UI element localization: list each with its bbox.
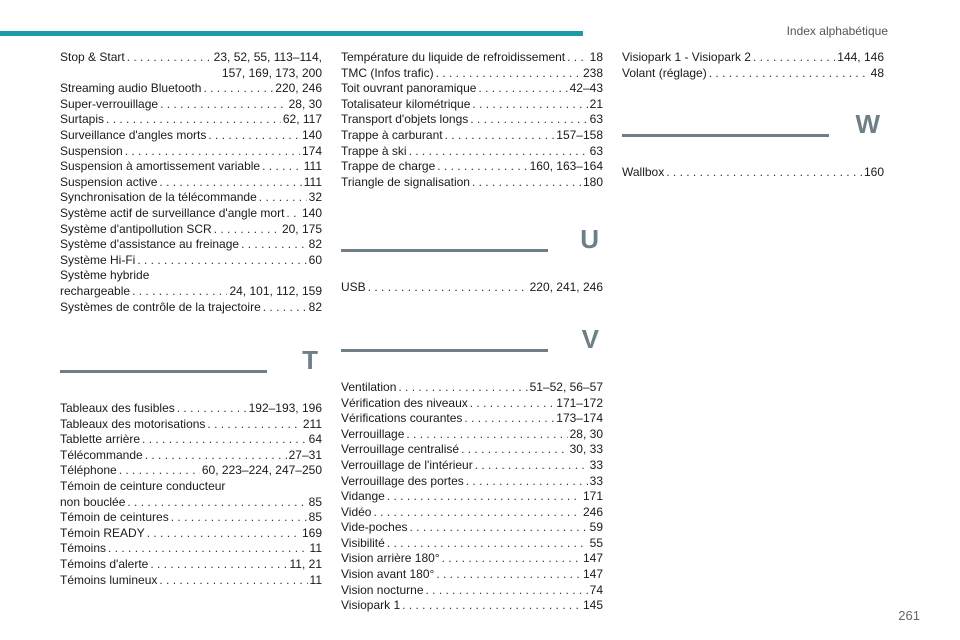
index-pages: 85 (308, 494, 322, 509)
index-entry-lead: Système hybride (60, 268, 150, 283)
index-term: Tablette arrière (60, 432, 141, 447)
section-rule (341, 249, 548, 252)
dot-leader (478, 81, 567, 97)
dot-leader (159, 175, 301, 191)
index-pages: 63 (589, 112, 603, 127)
dot-leader (108, 541, 308, 557)
index-pages: 11 (309, 541, 322, 556)
dot-leader (214, 222, 280, 238)
index-pages: 48 (870, 65, 884, 80)
index-pages: 42–43 (569, 81, 603, 96)
index-pages: 147 (582, 567, 603, 582)
section-divider-t (60, 341, 322, 401)
section-letter: W (855, 109, 880, 140)
index-pages: 64 (308, 432, 322, 447)
index-pages: 145 (582, 598, 603, 613)
index-term: Trappe à carburant (341, 127, 443, 142)
index-entry (60, 50, 322, 66)
dot-leader (402, 598, 581, 614)
index-entry (60, 541, 322, 557)
index-term: Vidéo (341, 504, 372, 519)
index-pages: 23, 52, 55, 113–114, (213, 50, 322, 64)
dot-leader (398, 380, 527, 396)
index-term: TMC (Infos trafic) (341, 65, 434, 80)
index-term: Témoins (60, 541, 107, 556)
index-column-1 (60, 50, 322, 588)
index-entry (341, 551, 603, 567)
section-divider-w (622, 105, 884, 165)
dot-leader (466, 474, 588, 490)
index-entry (341, 489, 603, 505)
index-entry (60, 417, 322, 433)
index-entry (60, 284, 322, 300)
index-term: Système d'assistance au freinage (60, 237, 240, 252)
index-entry (622, 66, 884, 82)
index-pages: 32 (308, 190, 322, 205)
index-entry (60, 526, 322, 542)
index-column-2 (341, 50, 603, 614)
index-term: Température du liquide de refroidissement (341, 50, 566, 64)
index-pages: 62, 117 (282, 112, 322, 127)
index-entry (341, 175, 603, 191)
index-pages: 33 (589, 457, 603, 472)
dot-leader (461, 442, 568, 458)
index-entry (341, 442, 603, 458)
index-entry (60, 159, 322, 175)
index-pages: 63 (589, 143, 603, 158)
index-pages: 220, 241, 246 (529, 280, 603, 295)
index-entry (60, 206, 322, 222)
index-entry (622, 165, 884, 181)
section-divider-v (341, 320, 603, 380)
index-term: Témoins d'alerte (60, 557, 149, 572)
dot-leader (410, 520, 588, 536)
dot-leader (207, 417, 300, 433)
entry-list (341, 50, 603, 190)
index-term: Vérifications courantes (341, 411, 463, 426)
dot-leader (436, 66, 581, 82)
index-term: Ventilation (341, 379, 397, 394)
index-term: Vision arrière 180° (341, 551, 440, 566)
index-term: Vérification des niveaux (341, 395, 468, 410)
index-pages: 51–52, 56–57 (529, 379, 603, 394)
dot-leader (470, 396, 555, 412)
index-entry (341, 427, 603, 443)
index-term: non bouclée (60, 494, 126, 509)
index-term: Téléphone (60, 463, 117, 478)
index-entry (60, 97, 322, 113)
index-entry (341, 536, 603, 552)
index-entry (341, 583, 603, 599)
dot-leader (160, 97, 287, 113)
dot-leader (437, 159, 527, 175)
dot-leader (426, 583, 588, 599)
index-term: rechargeable (60, 283, 131, 298)
index-entry (60, 557, 322, 573)
dot-leader (171, 510, 307, 526)
dot-leader (464, 411, 554, 427)
index-entry (341, 112, 603, 128)
index-term: Systèmes de contrôle de la trajectoire (60, 299, 261, 314)
index-entry (60, 81, 322, 97)
dot-leader (286, 206, 300, 222)
index-entry (60, 401, 322, 417)
index-term: Volant (réglage) (622, 65, 707, 80)
index-pages: 55 (589, 535, 603, 550)
index-term: Suspension à amortissement variable (60, 159, 261, 174)
index-term: Vision avant 180° (341, 567, 435, 582)
index-entry (341, 520, 603, 536)
index-term: Verrouillage de l'intérieur (341, 457, 473, 472)
index-term: Témoin de ceintures (60, 510, 169, 525)
index-pages: 59 (589, 520, 603, 535)
index-term: Stop & Start (60, 50, 125, 64)
dot-leader (387, 489, 581, 505)
index-pages: 211 (302, 416, 322, 431)
index-entry (341, 380, 603, 396)
index-pages: 82 (308, 299, 322, 314)
index-term: Témoins lumineux (60, 572, 158, 587)
dot-leader (208, 128, 300, 144)
index-pages: 33 (589, 473, 603, 488)
index-entry (60, 432, 322, 448)
index-entry (60, 175, 322, 191)
index-pages: 171–172 (556, 395, 603, 410)
index-pages: 30, 33 (569, 442, 603, 457)
index-pages: 21 (589, 96, 603, 111)
index-pages: 180 (582, 174, 603, 189)
index-entry (60, 128, 322, 144)
index-pages: 27–31 (288, 447, 322, 462)
dot-leader (203, 81, 273, 97)
index-entry (60, 144, 322, 160)
index-pages: 169 (301, 525, 322, 540)
dot-leader (159, 573, 307, 589)
section-rule (341, 349, 548, 352)
dot-leader (137, 253, 306, 269)
dot-leader (125, 144, 300, 160)
index-term: USB (341, 280, 366, 295)
index-term: Visiopark 1 - Visiopark 2 (622, 50, 751, 64)
index-term: Visibilité (341, 535, 385, 550)
index-pages: 174 (301, 143, 322, 158)
section-letter: U (580, 224, 599, 255)
index-pages: 192–193, 196 (248, 401, 322, 416)
dot-leader (147, 526, 300, 542)
index-entry (341, 505, 603, 521)
index-entry (341, 144, 603, 160)
dot-leader (567, 50, 588, 66)
index-entry (60, 237, 322, 253)
index-pages: 18 (589, 50, 603, 64)
dot-leader (368, 280, 528, 296)
index-entry (341, 128, 603, 144)
index-pages: 144, 146 (837, 50, 884, 64)
dot-leader (475, 458, 588, 474)
index-term: Trappe de charge (341, 159, 436, 174)
index-pages: 85 (308, 510, 322, 525)
index-pages: 11, 21 (289, 557, 322, 572)
index-pages: 238 (582, 65, 603, 80)
dot-leader (262, 159, 302, 175)
index-term: Transport d'objets longs (341, 112, 469, 127)
index-pages: 140 (301, 205, 322, 220)
page-header-title: Index alphabétique (786, 24, 888, 38)
index-term: Tableaux des fusibles (60, 401, 175, 416)
index-entry (341, 81, 603, 97)
index-entry (341, 97, 603, 113)
index-term: Système Hi-Fi (60, 252, 136, 267)
dot-leader (119, 463, 200, 479)
index-entry (60, 112, 322, 128)
entry-list (622, 165, 884, 181)
index-pages: 160 (863, 165, 884, 180)
dot-leader (259, 190, 307, 206)
dot-leader (472, 175, 581, 191)
index-term: Système actif de surveillance d'angle mort (60, 205, 285, 220)
index-pages-continued: 157, 169, 173, 200 (221, 65, 322, 80)
dot-leader (241, 237, 307, 253)
dot-leader (132, 284, 227, 300)
section-rule (60, 370, 267, 373)
dot-leader (387, 536, 588, 552)
dot-leader (470, 112, 587, 128)
index-pages: 140 (301, 127, 322, 142)
entry-list (622, 50, 884, 81)
index-term: Verrouillage centralisé (341, 442, 460, 457)
index-term: Triangle de signalisation (341, 174, 470, 189)
dot-leader (373, 505, 580, 521)
index-pages: 157–158 (556, 127, 603, 142)
index-pages: 28, 30 (569, 426, 603, 441)
index-term: Streaming audio Bluetooth (60, 81, 202, 96)
index-pages: 60, 223–224, 247–250 (201, 463, 322, 478)
dot-leader (436, 567, 581, 583)
entry-list (60, 401, 322, 588)
index-entry (341, 598, 603, 614)
index-entry (60, 222, 322, 238)
dot-leader (666, 165, 862, 181)
index-entry-lead: Témoin de ceinture conducteur (60, 479, 226, 494)
section-divider-u (341, 220, 603, 280)
dot-leader (445, 128, 555, 144)
index-entry (341, 280, 603, 296)
index-term: Vide-poches (341, 520, 408, 535)
index-term: Surveillance d'angles morts (60, 127, 207, 142)
index-pages: 171 (582, 489, 603, 504)
entry-list (341, 280, 603, 296)
dot-leader (442, 551, 581, 567)
index-term: Surtapis (60, 112, 105, 127)
dot-leader (145, 448, 287, 464)
index-term: Verrouillage des portes (341, 473, 464, 488)
index-term: Totalisateur kilométrique (341, 96, 471, 111)
index-term: Suspension (60, 143, 123, 158)
index-entry (341, 66, 603, 82)
dot-leader (150, 557, 287, 573)
index-entry (60, 495, 322, 511)
index-pages: 220, 246 (275, 81, 322, 96)
dot-leader (177, 401, 247, 417)
index-entry (341, 567, 603, 583)
index-entry (60, 253, 322, 269)
header-accent-bar (0, 31, 583, 36)
index-pages: 11 (309, 572, 322, 587)
entry-list (60, 50, 322, 315)
index-column-3 (622, 50, 884, 181)
index-pages: 74 (589, 582, 603, 597)
dot-leader (406, 427, 567, 443)
index-term: Visiopark 1 (341, 598, 401, 613)
index-entry (60, 463, 322, 479)
index-entry (60, 300, 322, 316)
dot-leader (709, 66, 869, 82)
index-term: Super-verrouillage (60, 96, 159, 111)
index-pages: 160, 163–164 (529, 159, 603, 174)
index-pages: 20, 175 (281, 221, 322, 236)
index-term: Tableaux des motorisations (60, 416, 206, 431)
index-entry (60, 448, 322, 464)
index-entry (341, 411, 603, 427)
dot-leader (409, 144, 588, 160)
index-term: Toit ouvrant panoramique (341, 81, 477, 96)
section-rule (622, 134, 829, 137)
section-letter: T (302, 345, 318, 376)
index-pages: 173–174 (556, 411, 603, 426)
index-term: Système d'antipollution SCR (60, 221, 212, 236)
index-entry (60, 573, 322, 589)
index-entry (341, 458, 603, 474)
index-entry (341, 396, 603, 412)
index-pages: 111 (303, 174, 322, 189)
dot-leader (106, 112, 281, 128)
index-term: Synchronisation de la télécommande (60, 190, 257, 205)
entry-list (341, 380, 603, 614)
index-pages: 246 (582, 504, 603, 519)
index-entry (622, 50, 884, 66)
index-term: Témoin READY (60, 525, 145, 540)
dot-leader (472, 97, 587, 113)
index-pages: 111 (303, 159, 322, 174)
index-term: Trappe à ski (341, 143, 407, 158)
index-term: Verrouillage (341, 426, 405, 441)
dot-leader (127, 495, 306, 511)
index-term: Suspension active (60, 174, 158, 189)
dot-leader (127, 50, 212, 66)
index-term: Wallbox (622, 165, 665, 180)
page-number: 261 (898, 608, 920, 623)
index-pages: 82 (308, 237, 322, 252)
index-term: Télécommande (60, 447, 143, 462)
index-pages: 24, 101, 112, 159 (229, 283, 322, 298)
dot-leader (263, 300, 307, 316)
index-term: Vision nocturne (341, 582, 424, 597)
index-entry (341, 474, 603, 490)
index-entry (60, 190, 322, 206)
index-term: Vidange (341, 489, 385, 504)
index-pages: 28, 30 (288, 96, 322, 111)
index-entry (341, 50, 603, 66)
index-pages: 60 (308, 252, 322, 267)
index-entry (60, 510, 322, 526)
dot-leader (753, 50, 835, 66)
dot-leader (142, 432, 307, 448)
section-letter: V (581, 323, 599, 354)
index-entry (341, 159, 603, 175)
index-pages: 147 (582, 551, 603, 566)
